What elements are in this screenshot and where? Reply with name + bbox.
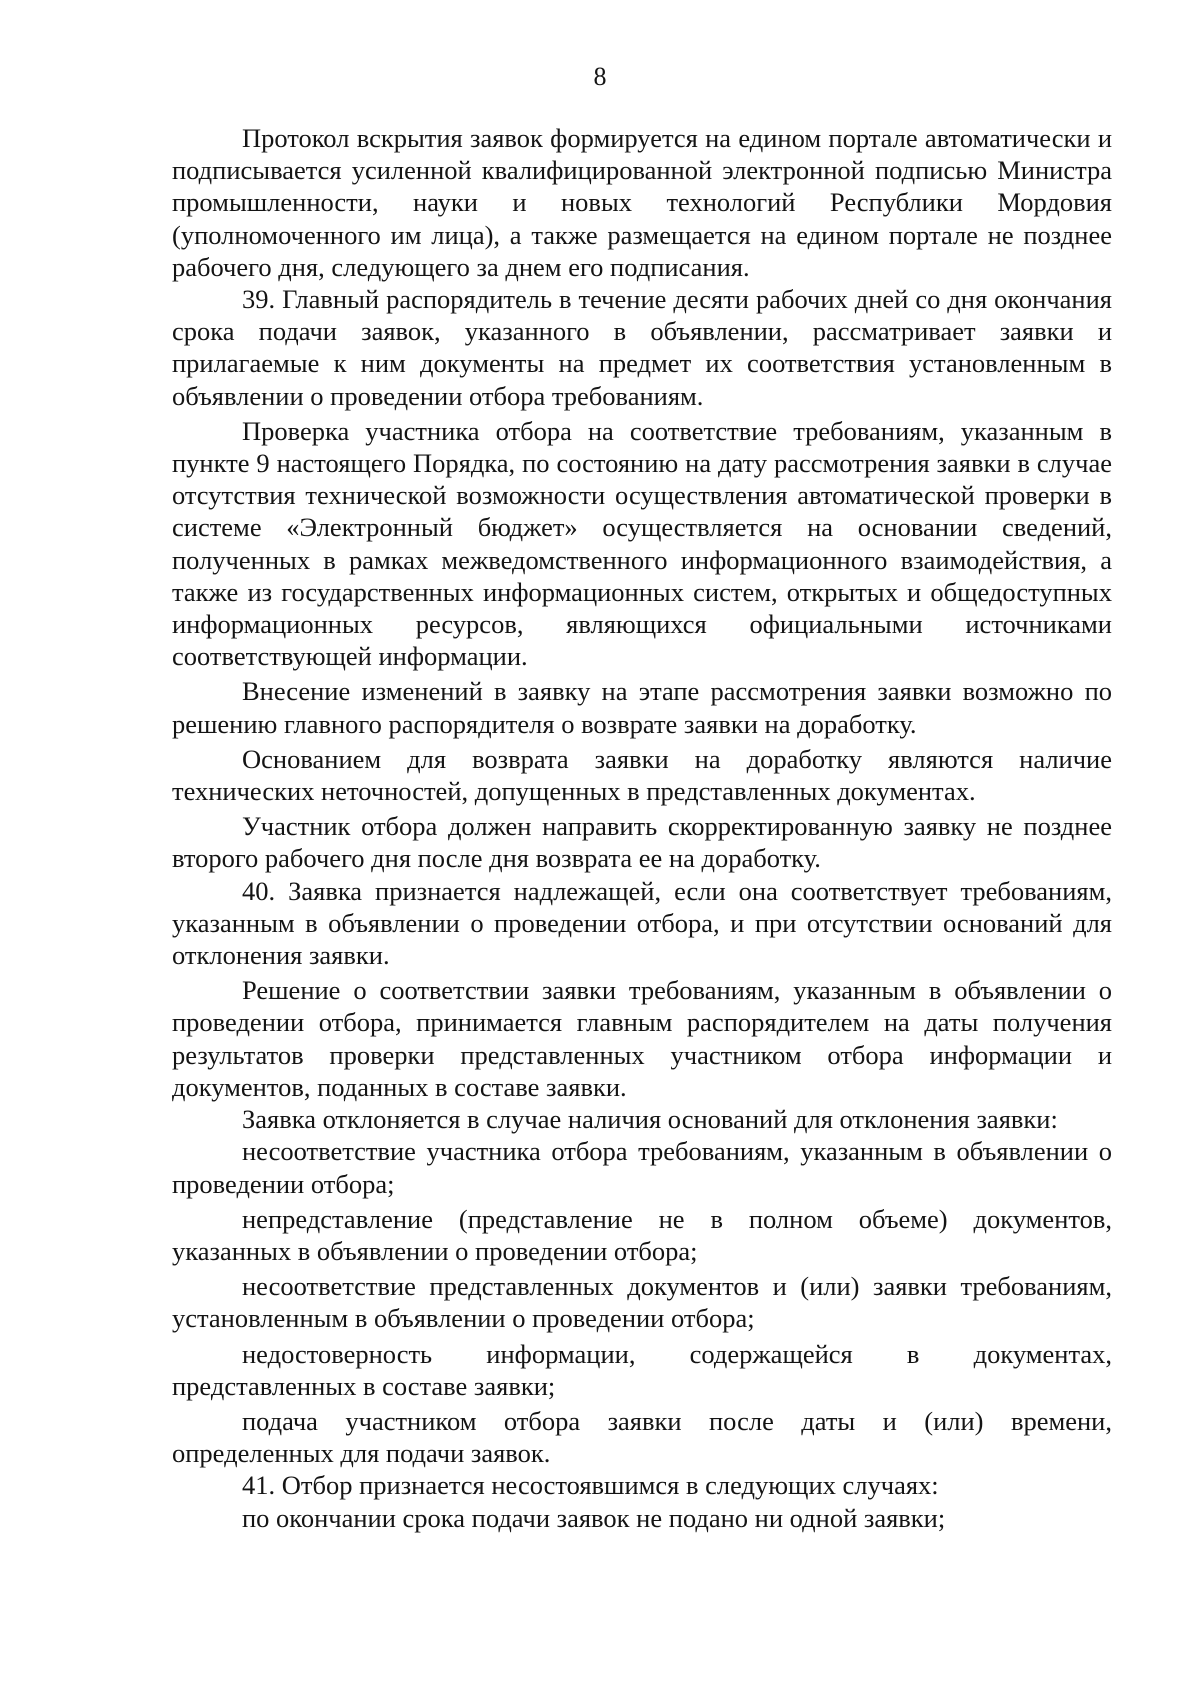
paragraph-compliance-decision: Решение о соответствии заявки требованиям, указанным в объявлении о проведении отбора, принимается главным распорядителем на даты получения результатов проверки представленных участником отбора информации и документов, поданных в составе заявки. <box>172 975 1112 1102</box>
list-item-failed-selection-case-1: по окончании срока подачи заявок не подано ни одной заявки; <box>242 1502 946 1533</box>
paragraph-return-grounds: Основанием для возврата заявки на доработку являются наличие технических неточностей, допущенных в представленных документах. <box>172 743 1112 807</box>
paragraph-protocol-opening: Протокол вскрытия заявок формируется на едином портале автоматически и подписывается усиленной квалифицированной электронной подписью Министра промышленности, науки и новых технологий Республики Мордовия (уполномоченного им лица), а также размещается на едином портале не позднее рабочего дня, следующего за днем его подписания. <box>172 123 1112 282</box>
list-item-rejection-ground-1: несоответствие участника отбора требованиям, указанным в объявлении о проведении отбора; <box>172 1136 1112 1199</box>
paragraph-clause-40: 40. Заявка признается надлежащей, если она соответствует требованиям, указанным в объявлении о проведении отбора, и при отсутствии оснований для отклонения заявки. <box>172 875 1112 971</box>
paragraph-clause-41: 41. Отбор признается несостоявшимся в следующих случаях: <box>242 1470 939 1501</box>
list-item-rejection-ground-2: непредставление (представление не в полном объеме) документов, указанных в объявлении о проведении отбора; <box>172 1203 1112 1266</box>
list-item-rejection-ground-5: подача участником отбора заявки после даты и (или) времени, определенных для подачи заявок. <box>172 1405 1112 1469</box>
paragraph-participant-check: Проверка участника отбора на соответствие требованиям, указанным в пункте 9 настоящего Порядка, по состоянию на дату рассмотрения заявки в случае отсутствия технической возможности осуществления автоматической проверки в системе «Электронный бюджет» осуществляется на основании сведений, полученных в рамках межведомственного информационного взаимодействия, а также из государственных информационных систем, открытых и общедоступных информационных ресурсов, являющихся официальными источниками соответствующей информации. <box>172 415 1112 672</box>
paragraph-resubmission-deadline: Участник отбора должен направить скорректированную заявку не позднее второго рабочего дня после дня возврата ее на доработку. <box>172 811 1112 874</box>
paragraph-clause-39: 39. Главный распорядитель в течение десяти рабочих дней со дня окончания срока подачи заявок, указанного в объявлении, рассматривает заявки и прилагаемые к ним документы на предмет их соответствия установленным в объявлении о проведении отбора требованиям. <box>172 284 1112 411</box>
list-item-rejection-ground-3: несоответствие представленных документов и (или) заявки требованиям, установленным в объявлении о проведении отбора; <box>172 1271 1112 1334</box>
paragraph-rejection-intro: Заявка отклоняется в случае наличия оснований для отклонения заявки: <box>242 1104 1058 1135</box>
document-body <box>172 122 1112 1534</box>
page-number: 8 <box>593 62 607 91</box>
paragraph-application-changes: Внесение изменений в заявку на этапе рассмотрения заявки возможно по решению главного распорядителя о возврате заявки на доработку. <box>172 676 1112 739</box>
list-item-rejection-ground-4: недостоверность информации, содержащейся в документах, представленных в составе заявки; <box>172 1338 1112 1401</box>
